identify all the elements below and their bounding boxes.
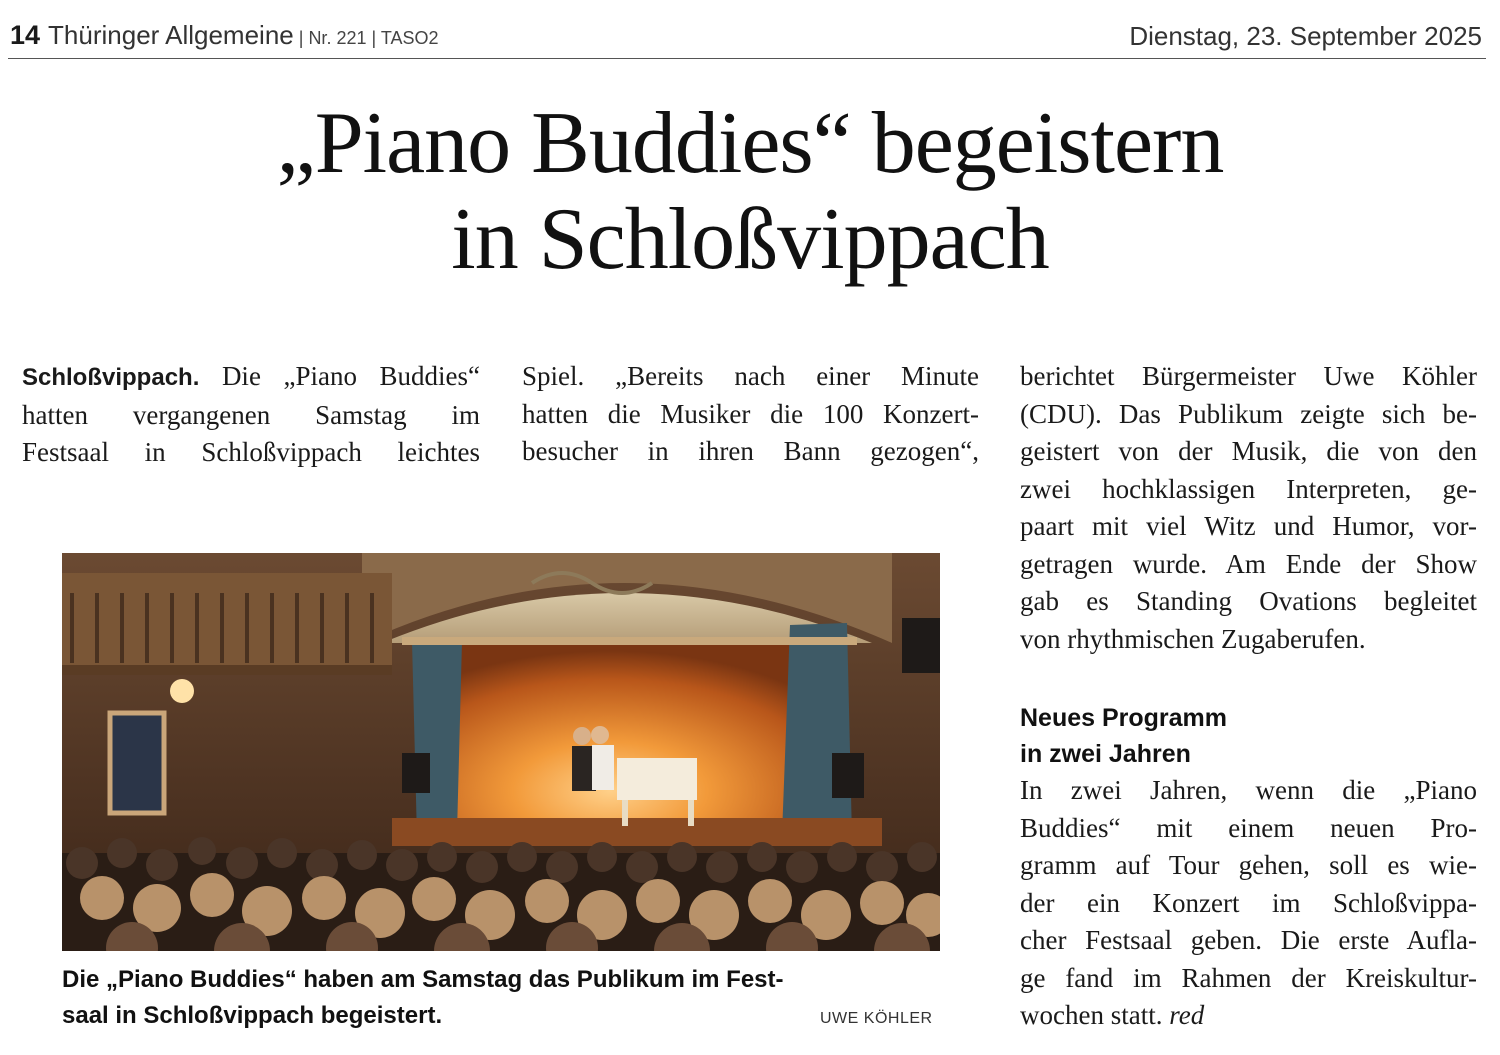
balcony [62, 573, 392, 668]
caption-line: saal in Schloßvippach begeistert. [62, 1002, 443, 1029]
caption-line: Die „Piano Buddies“ haben am Samstag das Publikum im Fest- [62, 966, 784, 993]
text-line: ge fand im Rahmen der Kreiskultur- [1020, 962, 1477, 993]
text-line: Festsaal in Schloßvippach leichtes [22, 437, 480, 467]
text-line: von rhythmischen Zugaberufen. [1020, 623, 1366, 654]
page-header [8, 18, 1486, 59]
text-line: In zwei Jahren, wenn die „Piano [1020, 775, 1477, 805]
subheading-line: in zwei Jahren [1020, 740, 1191, 768]
speaker [832, 753, 864, 798]
edition-code: TASO2 [380, 28, 439, 48]
text-line: gramm auf Tour gehen, soll es wie- [1020, 850, 1477, 880]
article-column-3b [1020, 772, 1477, 1035]
text-line: gab es Standing Ovations begleitet [1020, 586, 1477, 616]
audience [62, 837, 940, 951]
speaker [402, 753, 430, 793]
musician [573, 727, 591, 745]
stage [432, 641, 827, 841]
headline-line: „Piano Buddies“ begeistern [276, 95, 1224, 192]
header-separator: | [366, 28, 381, 48]
dateline: Schloßvippach. [22, 364, 200, 391]
newspaper-name: Thüringer Allgemeine [48, 20, 294, 50]
text-line: wochen statt. red [1020, 1000, 1205, 1030]
window [110, 713, 164, 813]
speaker [902, 618, 940, 673]
text-line: hatten die Musiker die 100 Konzert- [522, 398, 979, 429]
page-number: 14 [10, 20, 41, 50]
musician [591, 726, 609, 744]
subheading-line: Neues Programm [1020, 704, 1228, 732]
text-line: Spiel. „Bereits nach einer Minute [522, 361, 979, 391]
wall-lamp [170, 679, 194, 703]
text-line: Schloßvippach. Die „Piano Buddies“ [22, 361, 480, 391]
article-photo [62, 553, 940, 951]
issue-number: Nr. 221 [308, 28, 367, 48]
text-line: zwei hochklassigen Interpreten, ge- [1020, 473, 1477, 504]
text-line: der ein Konzert im Schloßvippa- [1020, 887, 1477, 918]
text-line: getragen wurde. Am Ende der Show [1020, 548, 1477, 579]
text-line: geistert von der Musik, die von den [1020, 436, 1477, 466]
author-tag: red [1169, 1000, 1205, 1030]
stage-floor [392, 818, 882, 846]
header-left [10, 20, 439, 51]
article-column-2 [522, 358, 979, 471]
photo-caption [62, 962, 940, 1034]
piano [617, 758, 697, 800]
subheading [1020, 700, 1227, 772]
article-column-1 [22, 358, 480, 472]
text-line: cher Festsaal geben. Die erste Aufla- [1020, 925, 1477, 955]
text-line: hatten vergangenen Samstag im [22, 399, 480, 430]
header-separator: | [293, 28, 309, 48]
text-line: (CDU). Das Publikum zeigte sich be- [1020, 398, 1477, 429]
curtain-right [782, 623, 852, 838]
article-column-3 [1020, 358, 1477, 658]
issue-date: Dienstag, 23. September 2025 [1129, 21, 1482, 51]
headline-line: in Schloßvippach [451, 191, 1049, 288]
photo-credit: UWE KÖHLER [820, 1010, 933, 1027]
text-line: Buddies“ mit einem neuen Pro- [1020, 812, 1477, 843]
text-line: paart mit viel Witz und Humor, vor- [1020, 511, 1477, 541]
curtain-left [412, 641, 462, 838]
article-headline [0, 96, 1500, 288]
text-line: besucher in ihren Bann gezogen“, [522, 436, 979, 466]
text-line: berichtet Bürgermeister Uwe Köhler [1020, 361, 1477, 391]
